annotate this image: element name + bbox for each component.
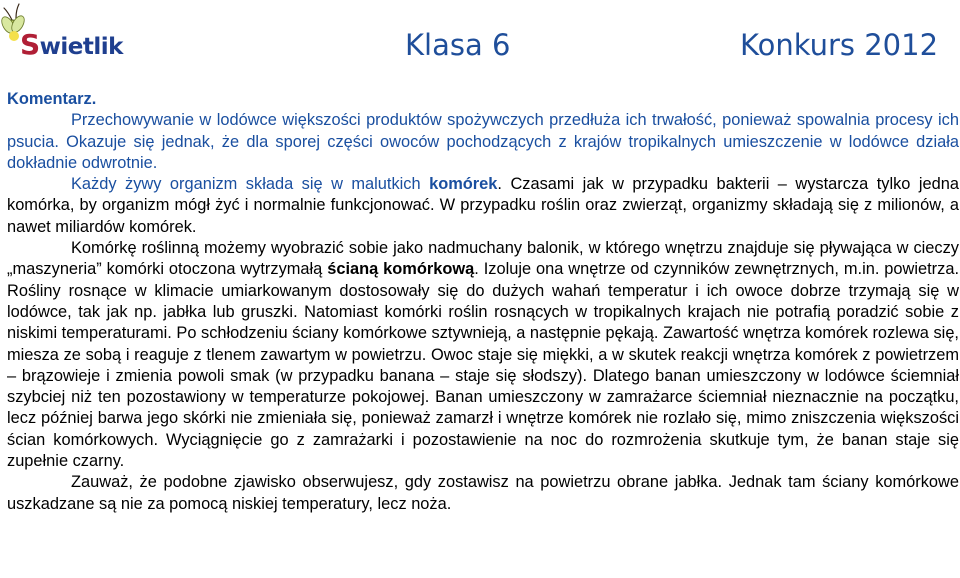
term-komorek: komórek [429,175,498,194]
swietlik-logo [0,0,123,70]
paragraph-1 [7,110,959,174]
paragraph-2-text-b: . Czasami jak w przypadku bakterii – wystarcza tylko jedna komórka, by organizm mógł żyć i normalnie funkcjonować. W przypadku roślin oraz zwierząt, organizmy składają się z milionów, a nawet miliardów komórek. [7,175,959,236]
paragraph-2-text-a: Każdy żywy organizm składa się w malutkich [71,175,430,194]
paragraph-3-text-b: . Izoluje ona wnętrze od czynników zewnętrznych, m.in. powietrza. Rośliny rosnące w klimacie umiarkowanym dostosowały się do dużych wahań temperatur i ich owoce dobrze trzymają się w lodówce, tak jak np. jabłka lub gruszki. Natomiast komórki roślin rosnących w tropikalnych krajach nie potrafią poradzić sobie z niskimi temperaturami. Po schłodzeniu ściany komórkowe sztywnieją, a następnie pękają. Zawartość wnętrza komórek rozlewa się, miesza ze sobą i reaguje z tlenem zawartym w powietrzu. Owoc staje się miękki, a w skutek reakcji wnętrza komórek z powietrzem – brązowieje i zmienia powoli smak (w przypadku banana – staje się słodszy). Dlatego banan umieszczony w lodówce ściemniał szybciej niż ten pozostawiony w temperaturze pokojowej. Banan umieszczony w zamrażarce ściemniał nieznacznie na początku, lecz później barwa jego skórki nie zmieniała się, ponieważ zamarzł i wnętrze komórek nie rozlało się, mimo zniszczenia większości ścian komórkowych. Wyciągnięcie go z zamrażarki i pozostawienie na noc do rozmrożenia skutkuje tym, że banan staje się zupełnie czarny. [7,260,960,471]
paragraph-2 [7,174,959,238]
class-title: Klasa 6 [405,28,511,62]
commentary-heading: Komentarz. [7,90,97,108]
paragraph-1-text: Przechowywanie w lodówce większości produktów spożywczych przedłuża ich trwałość, ponieważ spowalnia procesy ich psucia. Okazuje się jednak, że dla sporej części owoców pochodzących z krajów tropikalnych umieszczenie w lodówce działa dokładnie odwrotnie. [7,111,959,172]
paragraph-3 [7,238,959,472]
term-sciana-komorkowa: ścianą komórkową [327,260,475,279]
contest-title: Konkurs 2012 [740,28,939,62]
logo-wordmark: Swietlik [20,28,123,61]
paragraph-4: Zauważ, że podobne zjawisko obserwujesz, gdy zostawisz na powietrzu obrane jabłka. Jednak tam ściany komórkowe uszkadzane są nie za pomocą niskiej temperatury, lecz noża. [7,473,959,513]
page-header [0,0,960,72]
paragraph-3-text-a: Komórkę roślinną możemy wyobrazić sobie jako nadmuchany balonik, w którego wnętrzu znajduje się pływająca w cieczy „maszyneria” komórki otoczona wytrzymałą [7,239,959,279]
commentary [7,89,959,515]
